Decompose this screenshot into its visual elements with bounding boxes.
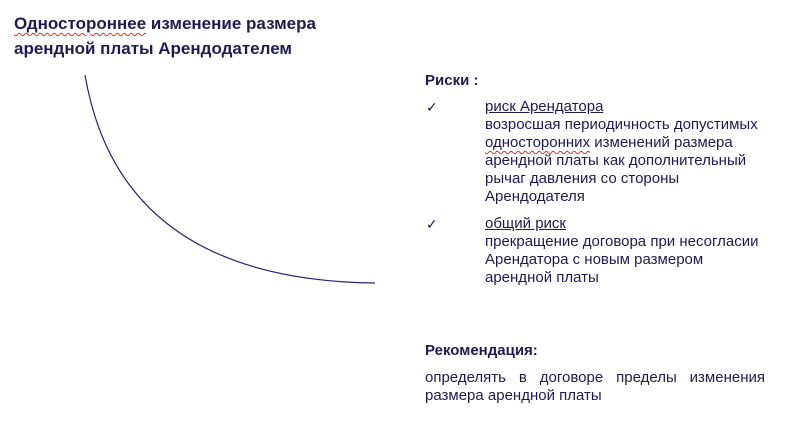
- risk-text-tenant-b: односторонних: [485, 134, 591, 151]
- risk-text-tenant-c: изменений размера арендной платы как дополнительный рычаг давления со стороны Арендодателя: [485, 134, 747, 205]
- title-part-1: Одностороннее: [14, 14, 147, 33]
- risk-title-general: общий риск: [485, 215, 566, 232]
- recommendation-heading: Рекомендация:: [425, 342, 538, 359]
- risk-text-tenant-a: возросшая периодичность допустимых: [485, 116, 758, 133]
- risks-section: [425, 72, 765, 296]
- risk-item-general: [425, 215, 765, 287]
- check-icon: ✓: [426, 99, 438, 115]
- risk-title-tenant: риск Арендатора: [485, 98, 604, 115]
- check-icon: ✓: [426, 216, 438, 232]
- risk-text-tenant: [485, 116, 765, 206]
- risks-heading: Риски :: [425, 72, 479, 89]
- risk-text-general: прекращение договора при несогласии Арендатора с новым размером арендной платы: [485, 233, 759, 286]
- decorative-arc: [0, 0, 400, 300]
- recommendation-text: определять в договоре пределы изменения размера арендной платы: [425, 369, 765, 404]
- title-part-2: изменение размера арендной платы Арендодателем: [14, 14, 316, 58]
- risk-item-tenant: [425, 98, 765, 206]
